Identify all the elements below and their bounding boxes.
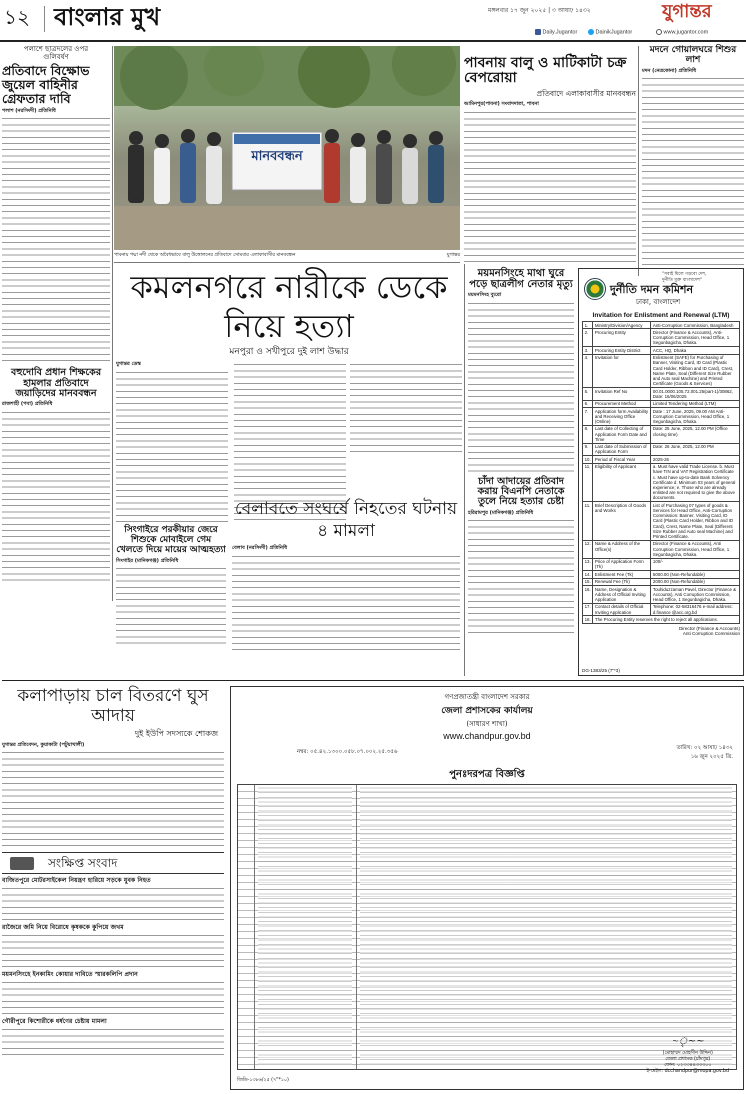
gov-section: (সাধারণ শাখা) (466, 720, 508, 728)
signer-name: (মোহাম্মদ মোহসীন উদ্দিন) (662, 1051, 713, 1056)
main-byline-1: যুগান্তর ডেস্ক (116, 361, 141, 367)
child-byline: সিংগাইর (মানিকগঞ্জ) প্রতিনিধি (116, 557, 179, 564)
slogan-line-1: "সবাই মিলে গড়বো দেশ, (662, 272, 707, 277)
caption-text: পাবনায় পদ্মা নদী থেকে অবৈধভাবে বালু উত্তোলনের প্রতিবাদে সোমবার এলাকাবাসীর মানববন্ধন (114, 253, 296, 258)
row-key: Eligibility of Applicant (593, 463, 651, 502)
row-value: Date : 17 June, 2025, 09.00 AM Anti-Corruption Commission, Head Office, 1 Segunbagicha, Dhaka. (651, 407, 740, 425)
brief-heading-1: বাজিতপুরে মোটরসাইকেল নিয়ন্ত্রণ হারিয়ে সড়কে যুবক নিহত (2, 877, 151, 885)
gov-notice (230, 686, 744, 1090)
top-story (464, 46, 636, 260)
brief-banner (2, 852, 224, 874)
row-number: 8. (583, 425, 593, 443)
gov-code: জিডি-১৩৮৬/২৫ (৭"*১০) (237, 1078, 289, 1083)
gov-table-text (360, 786, 732, 1068)
row-key: Invitation Ref No (593, 387, 651, 400)
row-value: 2000.00 (Non-Refundable) (651, 578, 740, 585)
masthead (0, 0, 746, 40)
left-body-2 (2, 410, 110, 582)
row-value: Director (Finance & Accounts), Anti-Corruption Commission, Head Office, 1 Segunbagicha, Dhaka. (651, 329, 740, 347)
col-divider (464, 264, 465, 676)
left-byline-2: রাজশাহী (পবা) প্রতিনিধি (2, 401, 53, 408)
acc-org-name: দুর্নীতি দমন কমিশন (610, 283, 694, 296)
row-number: 10. (583, 456, 593, 463)
acc-table-row (583, 425, 740, 443)
left-headline-2: বহুদোবি প্রধান শিক্ষকের হামলার প্রতিবাদে জয়াড়িদের মানববন্ধন (10, 367, 102, 399)
row-number: 11. (583, 502, 593, 541)
news-icon (10, 857, 34, 870)
bottom-left-subhead: দুই ইউপি সদস্যকে শোকজ (134, 729, 218, 738)
acc-header (582, 272, 740, 310)
social-facebook[interactable] (535, 29, 577, 35)
brief-body-3 (2, 980, 224, 1016)
mid-byline-1: ময়মনসিংহ ব্যুরো (468, 292, 502, 298)
social-twitter[interactable] (588, 29, 632, 35)
twitter-icon (588, 29, 594, 35)
brief-body-1 (2, 886, 224, 922)
belabo-body (232, 554, 460, 654)
left-body-1 (2, 116, 110, 364)
acc-city: ঢাকা, বাংলাদেশ (636, 298, 681, 306)
main-body-col-1 (116, 362, 228, 526)
row-number: 4. (583, 354, 593, 387)
acc-table-row (583, 407, 740, 425)
acc-table-row (583, 354, 740, 387)
acc-signature (582, 626, 740, 637)
row-key: Procurement Method (593, 400, 651, 407)
row-value: Date: 25 June, 2025, 12.00 PM (Office closing time) (651, 425, 740, 443)
acc-table-row (583, 603, 740, 616)
banner-text: মানববন্ধন (251, 149, 303, 164)
section-rule (2, 680, 744, 681)
signature-scribble-icon: ~ৃ~~ (670, 1036, 705, 1047)
row-number: 11. (583, 463, 593, 502)
col-divider (112, 46, 113, 601)
acc-table-row (583, 456, 740, 463)
main-headline: কমলনগরে নারীকে ডেকে নিয়ে হত্যা (130, 268, 448, 345)
row-key: Invitation for (593, 354, 651, 387)
brief-heading-4: গৌরীপুরে কিশোরীকে ধর্ষণের চেষ্টায় মামলা (2, 1017, 107, 1025)
globe-icon (656, 29, 662, 35)
acc-table-row (583, 347, 740, 354)
row-key: Contact details of Official Inviting Application (593, 603, 651, 616)
top-story-byline: আমিনপুর(পাবনা) সংবাদদাতা, পাবনা (464, 101, 539, 108)
top-story-headline: পাবনায় বালু ও মাটিকাটা চক্র বেপরোয়া (464, 55, 627, 87)
gov-memo-row (237, 745, 737, 767)
acc-table-body (583, 322, 740, 624)
facebook-icon (535, 29, 541, 35)
acc-table-row (583, 616, 740, 623)
date-line: মঙ্গলবার ১৭ জুন ২০২৫ | ৩ আষাঢ় ১৪৩২ (488, 7, 591, 14)
caption-credit: যুগান্তর (446, 253, 460, 258)
top-photo (114, 46, 460, 250)
left-byline-1: পলাশ (নরসিংদী) প্রতিনিধি (2, 107, 56, 114)
row-value: 2025-26 (651, 456, 740, 463)
acc-title: Invitation for Enlistment and Renewal (LTM) (592, 312, 730, 319)
acc-table-row (583, 578, 740, 585)
row-value: Anti-Corruption Commission, Bangladesh (651, 322, 740, 329)
row-value: 100/- (651, 558, 740, 571)
bottom-left (2, 686, 224, 1090)
acc-table-row (583, 329, 740, 347)
brief-heading-2: রাজৈরে জমি নিয়ে বিরোধে কৃষককে কুপিয়ে জখম (2, 924, 124, 932)
acc-table-row (583, 585, 740, 603)
story-child (116, 526, 226, 646)
row-key: Procuring Entity District (593, 347, 651, 354)
bottom-left-headline: কলাপাড়ায় চাল বিতরণে ঘুস আদায় (17, 686, 209, 726)
row-value: List of Purchasing 07 types of goods & Services for Head Office, Anti-Corruption Commission: Banner, Visiting Card, ID Card (Plastic Card Holder, Ribbon and ID Card), Crest, Name Plate, Seal (Different Size Rubber and Auto seal Machine) and Printed Certificate. (651, 502, 740, 541)
row-value: Limited Tendering Method (LTM) (651, 400, 740, 407)
acc-table-row (583, 502, 740, 541)
col-divider (638, 46, 639, 276)
signer-email: ই-মেইল: dcchandpur@mopa.gov.bd (646, 1069, 729, 1074)
mid-headline-1: ময়মনসিংহে মাথা ঘুরে পড়ে ছাত্রলীগ নেতার মৃত্যু (469, 268, 573, 290)
brief-heading-3: ময়মনসিংহে ইনকামিং কোয়ার দাবিতে স্মারকলিপি প্রদান (2, 970, 138, 978)
brief-title: সংক্ষিপ্ত সংবাদ (48, 856, 118, 871)
row-value: Enlistment (SAFE) for Purchasing of Banner, Visiting Card, ID Card (Plastic Card Holder, Ribbon and ID Card), Crest, Name Plate, Seal (Different Size Rubber and Auto seal Machine) and Printed Certificate (Goods & Services) (651, 354, 740, 387)
mid-body-2 (468, 518, 574, 638)
row-value: a. Must have valid Trade License. b. Must have TIN and VAT Registration Certificate c. Must have up-to-date Bank Solvency Certificate d. Minimum 03 years of general experience; e. Those who are already enlisted are not required to give the above documents. (651, 463, 740, 502)
signer-designation: জেলা প্রশাসক (চাঁদপুর) (665, 1057, 711, 1062)
row-number: 13. (583, 558, 593, 571)
bottom-left-byline: যুগান্তর প্রতিবেদন, কুয়াকাটা (পটুয়াখালী) (2, 741, 85, 748)
gov-table-colline (254, 785, 255, 1069)
acc-table-row (583, 571, 740, 578)
acc-table-row (583, 540, 740, 558)
row-key: Period of Fiscal Year (593, 456, 651, 463)
row-value: Date: 26 June, 2025, 12.00 PM (651, 443, 740, 456)
row-number: 7. (583, 407, 593, 425)
mid-body-1 (468, 301, 574, 473)
left-kicker: পলাশে ছাত্রদলের ওপর গুলিবর্ষণ (23, 45, 89, 61)
row-value: Touhiduzzaman Pavel, Director (Finance & Accounts), Anti Corruption Commission, Head Office, 1 Segunbagicha, Dhaka. (651, 585, 740, 603)
row-number: 17. (583, 603, 593, 616)
gov-date-2: ১৬ জুন ২০২৫ খ্রি. (690, 754, 733, 760)
gov-table (237, 784, 737, 1070)
top-story-body (464, 110, 636, 262)
row-value: 5000.00 (Non-Refundable) (651, 571, 740, 578)
signature-line-1: Director (Finance & Accounts) (678, 625, 740, 631)
top-story-subhead: প্রতিবাদে এলাকাবাসীর মানববন্ধন (536, 88, 636, 98)
row-key: Application form Availability and Receiving Office (Online) (593, 407, 651, 425)
row-value: ACC, HQ, Dhaka (651, 347, 740, 354)
row-number: 2. (583, 329, 593, 347)
gov-date-1: তারিখ: ০২ আষাঢ় ১৪৩২ (676, 745, 733, 751)
gov-url[interactable]: www.chandpur.gov.bd (443, 731, 531, 741)
left-headline-1: প্রতিবাদে বিক্ষোভ জুয়েল বাহিনীর গ্রেফতার দাবি (2, 63, 90, 106)
acc-table (582, 321, 740, 624)
gov-table-text (258, 786, 352, 1068)
acc-emblem-icon (584, 278, 606, 300)
acc-slogan (662, 272, 707, 283)
main-body-3 (350, 362, 462, 454)
main-body-1 (116, 370, 228, 526)
left-column (2, 46, 110, 601)
social-label: DainikJugantor (595, 29, 633, 36)
signer-phone: ফোন: ০২৩৩৪৪৩৩৩০০ (664, 1063, 712, 1068)
row-key: Name, Designation & Address of Official Inviting Application (593, 585, 651, 603)
row-value: Director (Finance & Accounts), Anti Corruption Commission, Head Office, 1 Segunbagicha, Dhaka. (651, 540, 740, 558)
row-number: 18. (583, 616, 593, 623)
row-key: Price of Application Form (Tk) (593, 558, 651, 571)
acc-dg-number: DG-1383/25 (7"*3) (582, 668, 620, 673)
acc-table-row (583, 322, 740, 329)
section-rule (114, 262, 460, 263)
right-byline: মদন (নেত্রকোনা) প্রতিনিধি (642, 67, 697, 74)
row-number: 12. (583, 540, 593, 558)
acc-table-row (583, 400, 740, 407)
section-title: বাংলার মুখ (54, 2, 161, 31)
row-key: Enlistment Fee (Tk) (593, 571, 651, 578)
row-key: Name & Address of the Office(s) (593, 540, 651, 558)
gov-office: জেলা প্রশাসকের কার্যালয় (441, 706, 533, 716)
main-subhead: মনপুরা ও সখীপুরে দুই লাশ উদ্ধার (229, 347, 349, 357)
row-number: 9. (583, 443, 593, 456)
brief-body-4 (2, 1027, 224, 1057)
gov-memo: নম্বর: ০৫.৪২.১৩০০.০৫৮.০৭.০০২.২৫.৩৫৬ (297, 749, 398, 755)
row-key: Renewal Fee (Tk) (593, 578, 651, 585)
acc-table-row (583, 387, 740, 400)
row-number: 15. (583, 578, 593, 585)
mid-byline-2: হরিরামপুর (মানিকগঞ্জ) প্রতিনিধি (468, 509, 534, 516)
social-label: Daily.Jugantor (542, 29, 578, 36)
crowd-photo-illustration (114, 46, 460, 250)
row-key: Last date of Collecting of Application Form Date and Time (593, 425, 651, 443)
main-story (116, 268, 462, 358)
child-headline: সিংগাইরে পরকীয়ার জেরে শিশুকে মোবাইলে গেম খেলতে দিয়ে মায়ের আত্মহত্যা (116, 525, 226, 555)
gov-signature (646, 1036, 729, 1075)
signature-line-2: Anti Corruption Commission (682, 631, 740, 637)
page-number: ১২ (4, 5, 30, 29)
mid-column (468, 268, 574, 638)
main-body-col-3 (350, 362, 462, 454)
brief-body-2 (2, 933, 224, 969)
row-number: 6. (583, 400, 593, 407)
acc-table-row (583, 463, 740, 502)
row-number: 16. (583, 585, 593, 603)
gov-table-colline (356, 785, 357, 1069)
gov-title: পুনঃদরপত্র বিজ্ঞপ্তি (449, 769, 525, 780)
row-key: The Procuring Entity reserves the right to reject all applications. (593, 616, 740, 623)
paper-logo: যুগান্তর (662, 1, 712, 22)
row-value: 00.01.0000.105.72.001.25/part-1)/30862, Date: 16/06/2025 (651, 387, 740, 400)
right-column (642, 46, 744, 274)
photo-caption (114, 252, 460, 260)
row-key: Last date of Submission of Application Form (593, 443, 651, 456)
row-number: 1. (583, 322, 593, 329)
row-number: 14. (583, 571, 593, 578)
row-key: Procuring Entity (593, 329, 651, 347)
acc-table-row (583, 558, 740, 571)
row-key: Brief Description of Goods and Works (593, 502, 651, 541)
row-number: 5. (583, 387, 593, 400)
row-number: 3. (583, 347, 593, 354)
social-web[interactable] (656, 29, 708, 35)
acc-tender-ad (578, 268, 744, 676)
right-body (642, 76, 744, 266)
bottom-left-body (2, 750, 224, 846)
acc-table-row (583, 443, 740, 456)
row-key: Ministry/Division/Agency (593, 322, 651, 329)
gov-line: গণপ্রজাতন্ত্রী বাংলাদেশ সরকার (444, 693, 530, 701)
story-belabo (232, 498, 460, 654)
right-headline: মদনে গোয়ালঘরে শিশুর লাশ (649, 45, 737, 65)
mid-headline-2: চাঁদা আদায়ের প্রতিবাদ করায় বিএনপি নেতাকে তুলে নিয়ে হত্যার চেষ্টা (477, 475, 565, 508)
belabo-byline: বেলাব (নরসিংদী) প্রতিনিধি (232, 545, 288, 551)
masthead-divider (44, 6, 45, 32)
social-label: www.jugantor.com (663, 29, 709, 36)
masthead-rule (0, 40, 746, 42)
belabo-headline: বেলাবতে সংঘর্ষে নিহতের ঘটনায় ৪ মামলা (234, 499, 458, 541)
gov-header (237, 691, 737, 741)
child-body (116, 566, 226, 646)
slogan-line-2: দুর্নীতি মুক্ত বাংলাদেশ" (662, 277, 703, 283)
row-value: Telephone: 02-58316476 e-mail address: d.finance @acc.org.bd (651, 603, 740, 616)
